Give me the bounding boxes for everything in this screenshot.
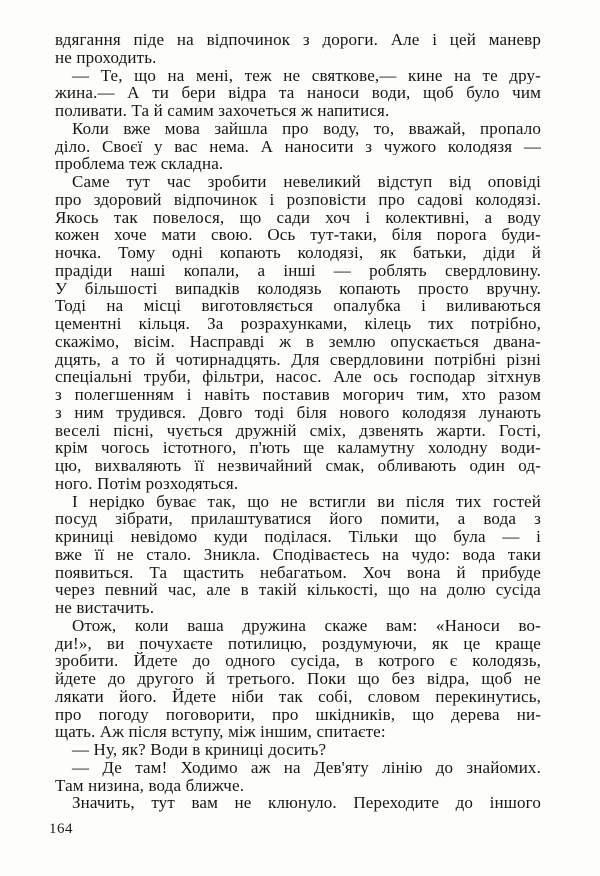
text-line: не вистачить. — [55, 599, 155, 617]
text-line: скажімо, вісім. Насправді ж в землю опускається двана- — [55, 332, 541, 351]
text-line: через певний час, але в такій кількості, що на долю сусіда — [55, 581, 541, 599]
text-line: — Ну, як? Води в криниці досить? — [72, 741, 327, 759]
text-line: Значить, тут вам не клюнуло. Переходите до іншого — [72, 794, 541, 812]
text-line: йдете до другого й третього. Поки що без відра, щоб не — [55, 670, 541, 688]
text-line: Отож, коли ваша дружина скаже вам: «Наноси во- — [72, 616, 541, 635]
text-line: ного. Потім розходяться. — [55, 474, 239, 493]
text-line: посуд зібрати, прилаштуватися його помити, а вода з — [55, 510, 541, 528]
text-line: жина.— А ти бери відра та наноси води, щоб було чим — [55, 84, 541, 102]
text-line: вже її не стало. Зникла. Сподіваєтесь на чудо: вода таки — [55, 545, 541, 564]
text-line: не проходить. — [55, 48, 157, 67]
text-line: криниці невідомо куди поділася. Тільки що була — і — [55, 528, 541, 546]
text-line: зробити. Йдете до одного сусіда, в котрого є колодязь, — [55, 652, 541, 670]
text-line: з полегшенням і навіть поставив могорич тим, хто разом — [55, 386, 541, 404]
text-line: вдягання піде на відпочинок з дороги. Але і цей маневр — [55, 31, 541, 49]
text-line: про здоровий відпочинок і розповісти про садові колодязі. — [55, 190, 541, 209]
text-line: діло. Своєї у вас нема. А наносити з чужого колодязя — — [55, 137, 541, 156]
text-line: дцять, а то й чотирнадцять. Для свердловини потрібні різні — [55, 350, 541, 369]
text-line: поливати. Та й самим захочеться ж напитися. — [55, 102, 390, 120]
page-text — [55, 31, 541, 812]
text-line: Саме тут час зробити невеликий відступ від оповіді — [72, 173, 541, 191]
text-line: — Де там! Ходимо аж на Дев'яту лінію до знайомих. — [72, 758, 541, 777]
text-line: Якось так повелося, що сади хоч і колективні, а воду — [55, 208, 541, 227]
text-line: лякати його. Йдете ніби так собі, словом перекинутись, — [55, 687, 541, 706]
text-line: з ним трудився. Довго тоді біля нового колодязя лунають — [55, 403, 541, 422]
text-line: про погоду поговорити, про шкідників, що дерева ни- — [55, 705, 541, 724]
text-line: ди!», ви почухаєте потилицю, роздумуючи, як це краще — [55, 634, 541, 653]
text-line: появиться. Та щастить небагатьом. Хоч вона й прибуде — [55, 563, 541, 582]
text-line: ночка. Тому одні копають колодязі, як батьки, діди й — [55, 244, 541, 262]
text-line: У більшості випадків колодязь копають просто вручну. — [55, 279, 541, 298]
text-line: Там низина, вода ближче. — [55, 776, 245, 795]
text-line: Тоді на місці виготовляється опалубка і виливаються — [55, 297, 541, 315]
text-line: спеціальні труби, фільтри, насос. Але ось господар зітхнув — [55, 368, 541, 386]
text-line: — Те, що на мені, теж не святкове,— кине на те дру- — [72, 66, 541, 85]
text-line: прадіди наші копали, а інші — роблять свердловину. — [55, 261, 541, 280]
page-number: 164 — [49, 821, 73, 837]
text-line: веселі пісні, чується дружній сміх, дзвенять жарти. Гості, — [55, 421, 541, 440]
text-line: крім чогось істотного, п'ють ще каламутну холодну води- — [55, 439, 541, 457]
text-line: цю, вихваляють її незвичайний смак, обливають один од- — [55, 457, 541, 475]
text-line: І нерідко буває так, що не встигли ви після тих гостей — [72, 492, 541, 511]
text-line: Коли вже мова зайшла про воду, то, вважай, пропало — [72, 119, 541, 138]
text-line: кожен хоче мати свою. Ось тут-таки, біля порога буди- — [55, 226, 541, 244]
text-line: проблема теж складна. — [55, 155, 224, 173]
text-line: цементні кільця. За розрахунками, кілець тих потрібно, — [55, 315, 541, 333]
text-line: щать. Аж після вступу, між іншим, спитаєте: — [55, 723, 386, 741]
